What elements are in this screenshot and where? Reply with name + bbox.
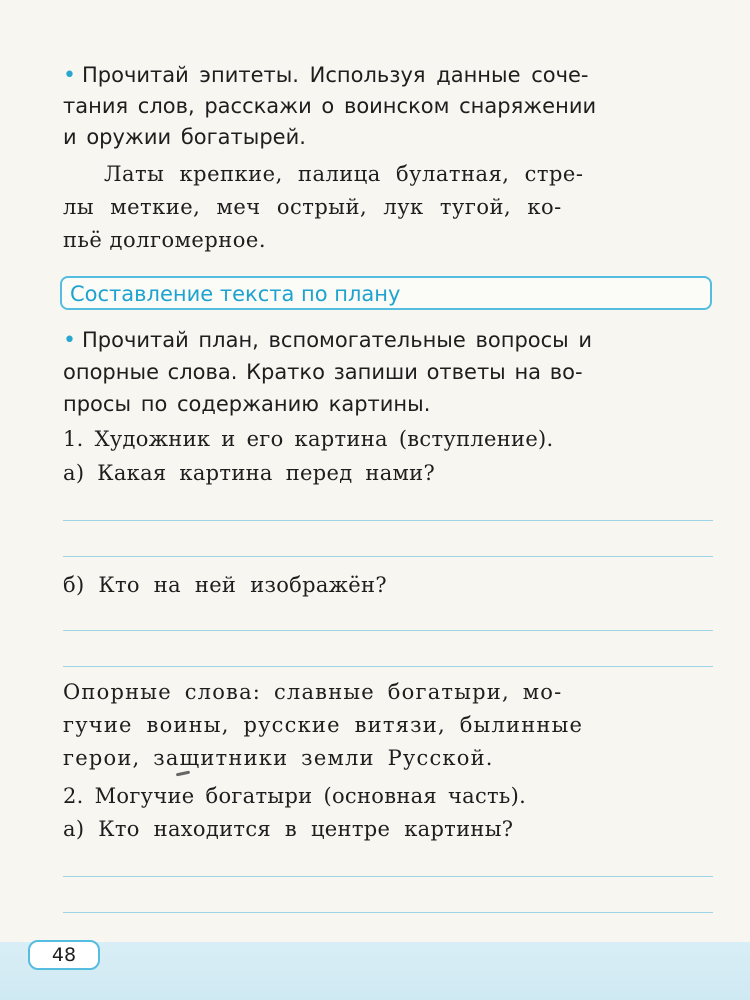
answer-line[interactable] bbox=[63, 520, 713, 521]
question-1b: б) Кто на ней изображён? bbox=[63, 573, 387, 597]
answer-line[interactable] bbox=[63, 630, 713, 631]
task2-line-1: • Прочитай план, вспомогательные вопросы и bbox=[63, 328, 593, 353]
epithets-line-2: лы меткие, меч острый, лук тугой, ко- bbox=[63, 195, 562, 219]
support-words-line-2: гучие воины, русские витязи, былинные bbox=[63, 713, 584, 737]
task1-line-3: и оружии богатырей. bbox=[63, 125, 306, 149]
support-words-line-3: герои, защитники земли Русской. bbox=[63, 746, 494, 770]
epithets-line-1: Латы крепкие, палица булатная, стре- bbox=[104, 162, 584, 186]
plan-item-1: 1. Художник и его картина (вступление). bbox=[63, 427, 554, 451]
answer-line[interactable] bbox=[63, 556, 713, 557]
bullet-icon: • bbox=[63, 328, 76, 353]
section-heading-box bbox=[60, 276, 712, 310]
question-2a: а) Кто находится в центре картины? bbox=[63, 817, 514, 841]
section-heading: Составление текста по плану bbox=[70, 282, 401, 306]
bullet-icon: • bbox=[63, 63, 76, 88]
task1-line-1: • Прочитай эпитеты. Используя данные соче- bbox=[63, 63, 589, 88]
answer-line[interactable] bbox=[63, 912, 713, 913]
task2-line-3: просы по содержанию картины. bbox=[63, 392, 431, 416]
page-number: 48 bbox=[28, 940, 100, 970]
question-1a: а) Какая картина перед нами? bbox=[63, 461, 436, 485]
epithets-line-3: пьё долгомерное. bbox=[63, 228, 267, 252]
answer-line[interactable] bbox=[63, 876, 713, 877]
answer-line[interactable] bbox=[63, 666, 713, 667]
task2-line-2: опорные слова. Кратко запиши ответы на во- bbox=[63, 360, 583, 384]
plan-item-2: 2. Могучие богатыри (основная часть). bbox=[63, 784, 527, 808]
support-words-line-1: Опорные слова: славные богатыри, мо- bbox=[63, 680, 563, 704]
page-footer bbox=[0, 942, 750, 1000]
task1-line-2: тания слов, расскажи о воинском снаряжении bbox=[63, 94, 597, 118]
